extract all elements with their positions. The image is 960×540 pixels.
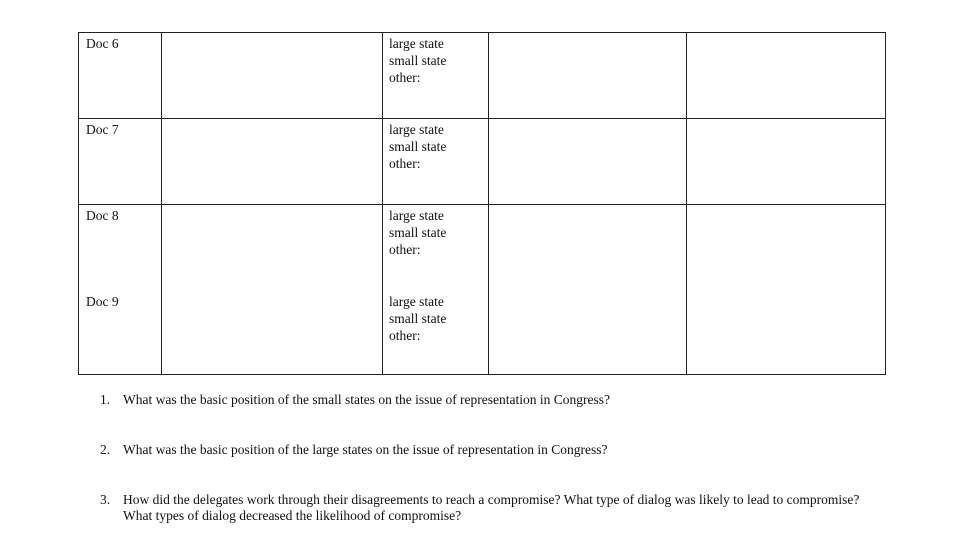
blank-cell [687,119,886,205]
option-small-state: small state [389,139,447,154]
position-options [383,205,488,344]
option-other: other: [389,70,421,85]
spacer [389,258,488,293]
notes-cell [162,33,383,119]
option-other: other: [389,242,421,257]
option-large-state: large state [389,294,444,309]
position-cell [383,33,489,119]
option-other: other: [389,328,421,343]
doc-label-cell [79,205,162,375]
doc-label: Doc 8 [86,208,119,223]
position-cell [383,119,489,205]
question-number: 3. [100,492,111,507]
blank-cell [687,33,886,119]
position-cell [383,205,489,375]
option-large-state: large state [389,208,444,223]
table-row [79,119,886,205]
question-text: What was the basic position of the large states on the issue of representation in Congress? [123,442,608,457]
question-text: What was the basic position of the small states on the issue of representation in Congress? [123,392,611,407]
document-analysis-table [78,32,886,375]
table-row [79,33,886,119]
option-small-state: small state [389,311,447,326]
option-large-state: large state [389,36,444,51]
table-row [79,205,886,375]
doc-label-cell [79,33,162,119]
question-item [100,392,860,408]
option-small-state: small state [389,53,447,68]
option-small-state: small state [389,225,447,240]
question-number: 1. [100,392,111,407]
position-options [383,119,488,172]
doc-label: Doc 7 [86,122,119,137]
blank-cell [489,205,687,375]
question-item [100,442,860,458]
option-other: other: [389,156,421,171]
question-list [100,392,860,524]
blank-cell [489,33,687,119]
question-number: 2. [100,442,111,457]
doc-label: Doc 9 [86,294,119,309]
notes-cell [162,205,383,375]
doc-label: Doc 6 [86,36,119,51]
notes-cell [162,119,383,205]
blank-cell [489,119,687,205]
question-text: How did the delegates work through their disagreements to reach a compromise? What type of dialog was likely to lead to compromise? What types of dialog decreased the likelihood of compromise? [123,492,860,523]
option-large-state: large state [389,122,444,137]
position-options [383,33,488,86]
blank-cell [687,205,886,375]
doc-label-cell [79,119,162,205]
question-item [100,492,860,524]
